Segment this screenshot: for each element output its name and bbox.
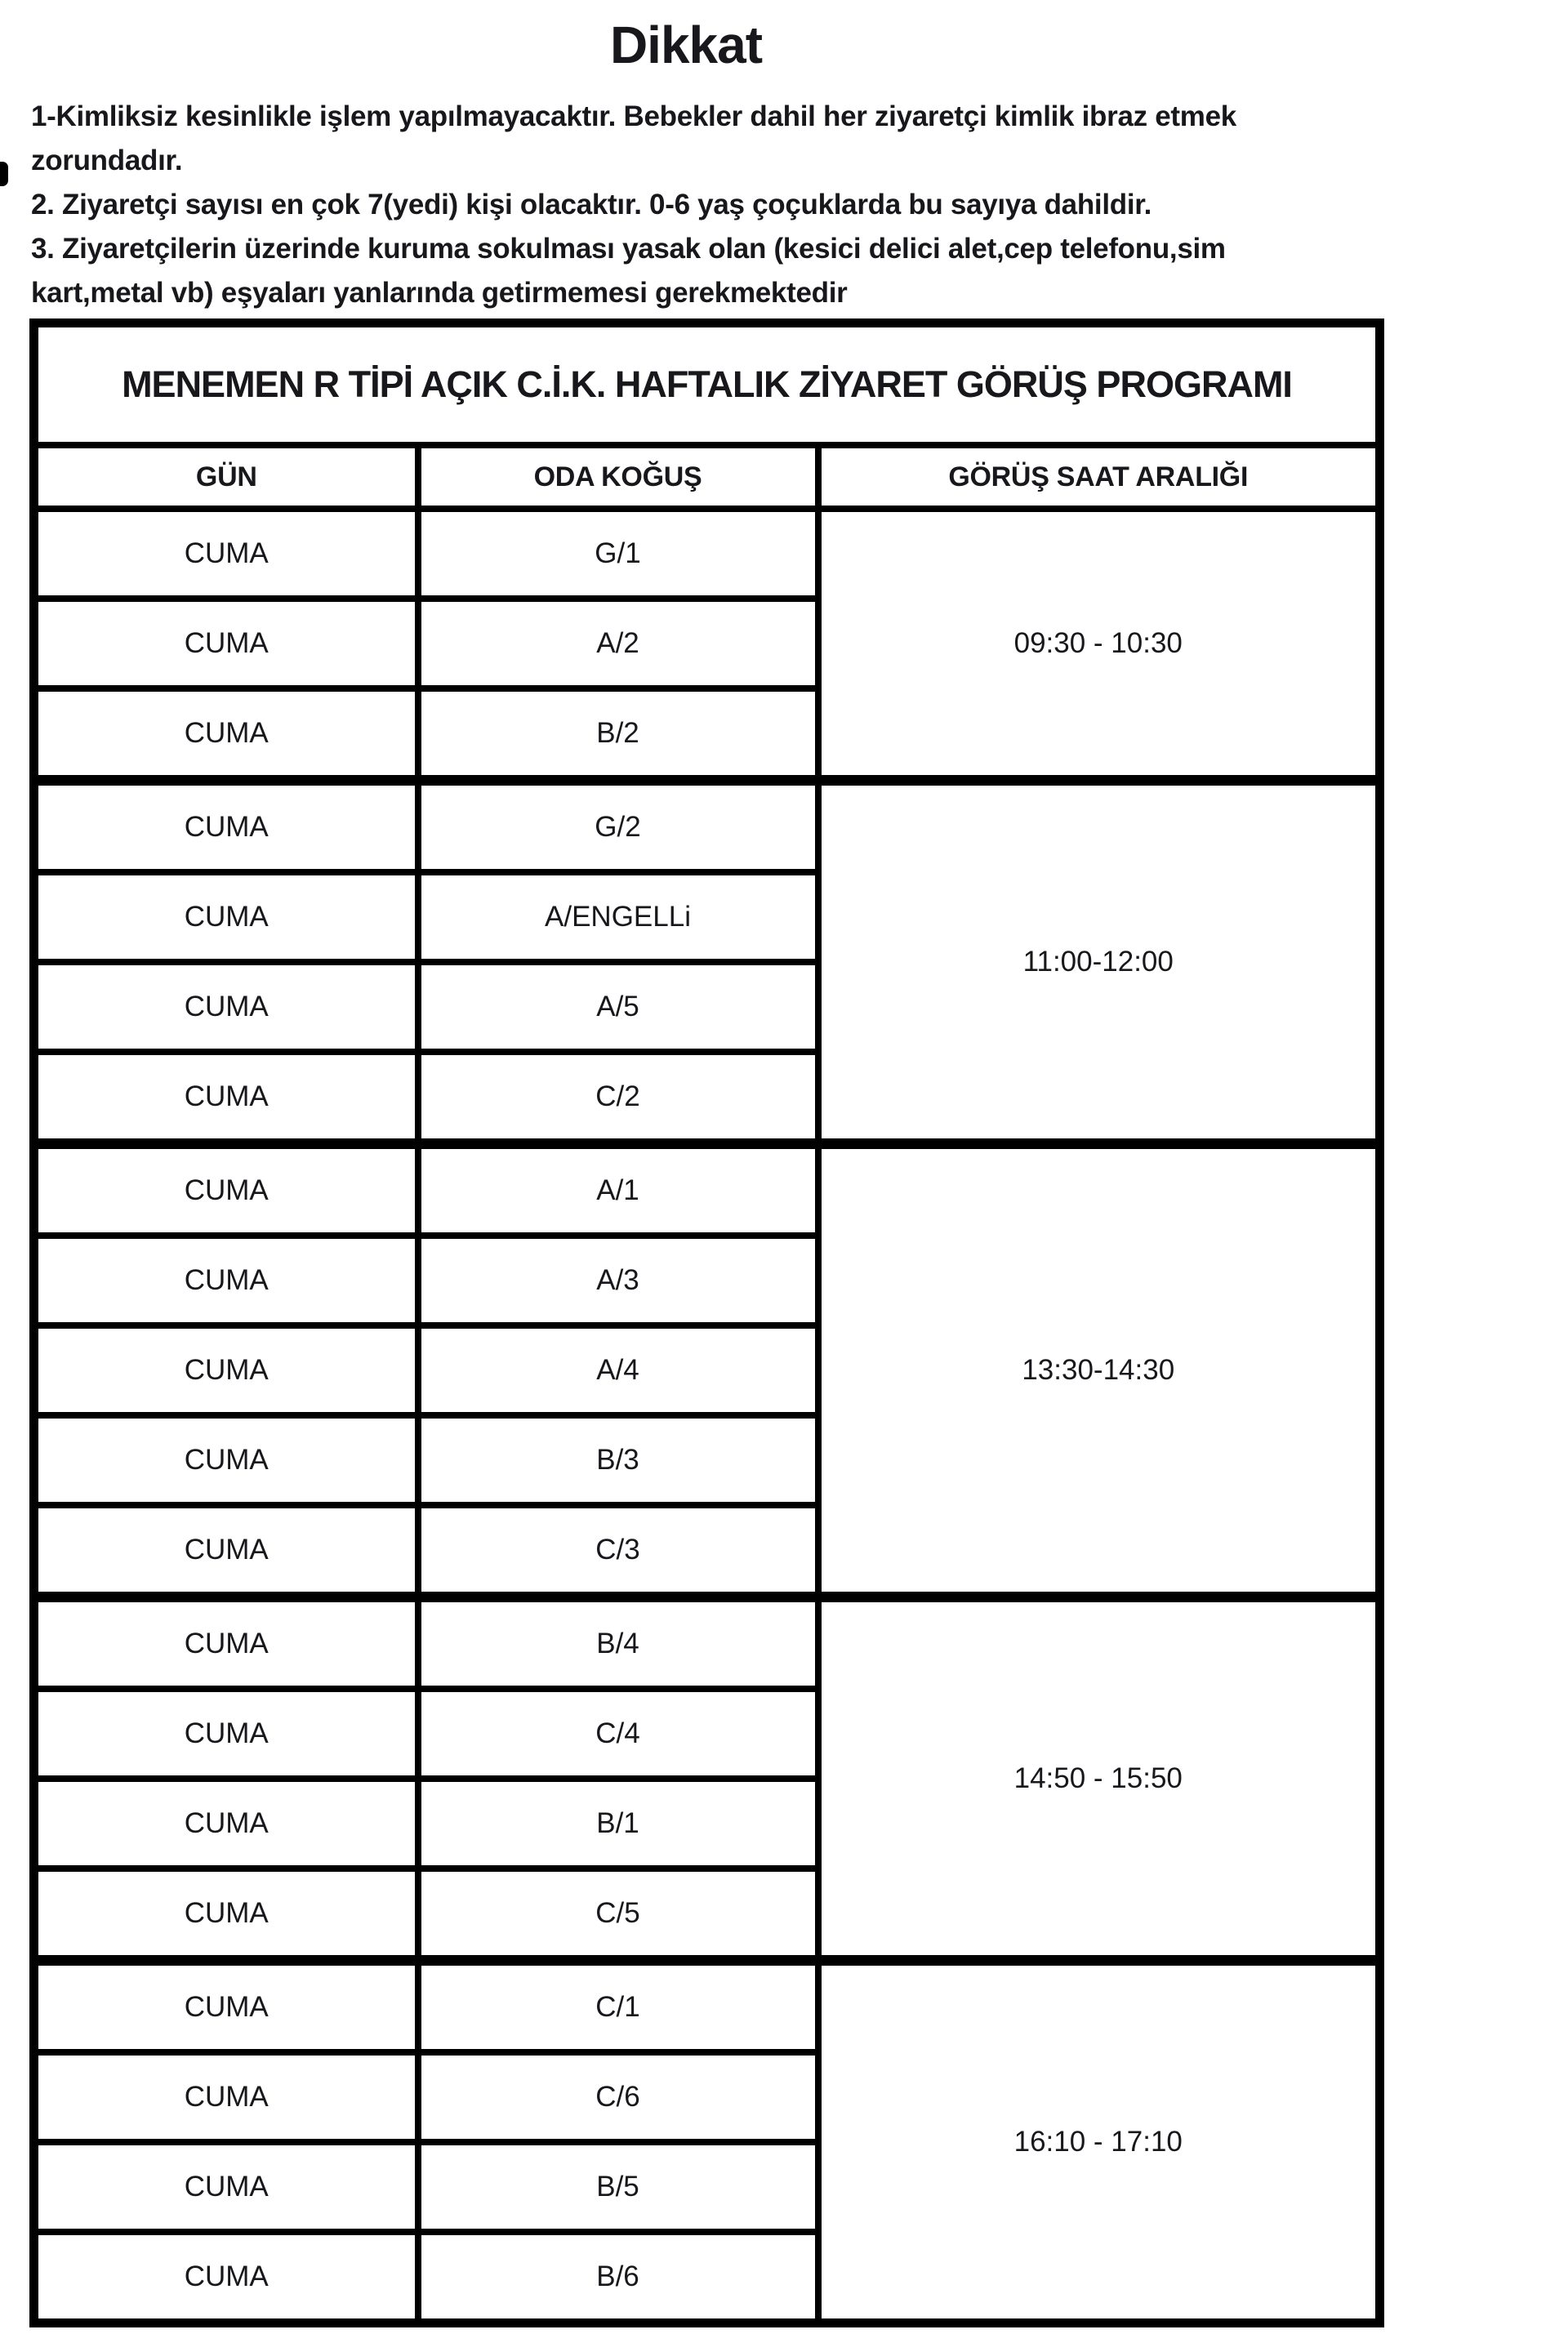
day-cell: CUMA bbox=[34, 2142, 418, 2232]
visit-schedule-table bbox=[29, 318, 1384, 2327]
table-row bbox=[34, 1597, 1380, 1690]
room-cell: A/2 bbox=[418, 599, 818, 688]
notice-line-5: kart,metal vb) eşyaları yanlarında getirmemesi gerekmektedir bbox=[31, 277, 848, 309]
day-cell: CUMA bbox=[34, 1236, 418, 1325]
room-cell: B/3 bbox=[418, 1415, 818, 1505]
time-cell: 11:00-12:00 bbox=[818, 781, 1380, 1144]
day-cell: CUMA bbox=[34, 781, 418, 873]
time-cell: 09:30 - 10:30 bbox=[818, 509, 1380, 781]
notice-line-1: 1-Kimliksiz kesinlikle işlem yapılmayacaktır. Bebekler dahil her ziyaretçi kimlik ibraz etmek bbox=[31, 100, 1236, 132]
day-cell: CUMA bbox=[34, 1779, 418, 1869]
room-cell: B/2 bbox=[418, 688, 818, 781]
scan-artifact-mark bbox=[0, 162, 8, 186]
table-row bbox=[34, 781, 1380, 873]
column-header-day: GÜN bbox=[34, 445, 418, 509]
notice-block bbox=[31, 95, 1387, 315]
page-title: Dikkat bbox=[609, 16, 763, 74]
table-title-row bbox=[34, 323, 1380, 446]
room-cell: C/1 bbox=[418, 1961, 818, 2053]
table-row bbox=[34, 509, 1380, 599]
day-cell: CUMA bbox=[34, 1961, 418, 2053]
time-cell: 14:50 - 15:50 bbox=[818, 1597, 1380, 1961]
room-cell: C/3 bbox=[418, 1505, 818, 1597]
day-cell: CUMA bbox=[34, 1052, 418, 1144]
room-cell: B/1 bbox=[418, 1779, 818, 1869]
day-cell: CUMA bbox=[34, 2052, 418, 2142]
room-cell: C/2 bbox=[418, 1052, 818, 1144]
room-cell: A/ENGELLi bbox=[418, 872, 818, 962]
table-row bbox=[34, 1144, 1380, 1236]
day-cell: CUMA bbox=[34, 872, 418, 962]
room-cell: A/4 bbox=[418, 1325, 818, 1415]
day-cell: CUMA bbox=[34, 1144, 418, 1236]
table-row bbox=[34, 1961, 1380, 2053]
table-header-row bbox=[34, 445, 1380, 509]
room-cell: A/1 bbox=[418, 1144, 818, 1236]
day-cell: CUMA bbox=[34, 1597, 418, 1690]
day-cell: CUMA bbox=[34, 1415, 418, 1505]
column-header-room: ODA KOĞUŞ bbox=[418, 445, 818, 509]
day-cell: CUMA bbox=[34, 509, 418, 599]
day-cell: CUMA bbox=[34, 599, 418, 688]
day-cell: CUMA bbox=[34, 962, 418, 1052]
room-cell: B/5 bbox=[418, 2142, 818, 2232]
notice-line-2: zorundadır. bbox=[31, 145, 183, 176]
room-cell: A/5 bbox=[418, 962, 818, 1052]
day-cell: CUMA bbox=[34, 1505, 418, 1597]
day-cell: CUMA bbox=[34, 1689, 418, 1779]
day-cell: CUMA bbox=[34, 688, 418, 781]
room-cell: B/6 bbox=[418, 2232, 818, 2323]
day-cell: CUMA bbox=[34, 1325, 418, 1415]
room-cell: B/4 bbox=[418, 1597, 818, 1690]
room-cell: G/1 bbox=[418, 509, 818, 599]
day-cell: CUMA bbox=[34, 2232, 418, 2323]
room-cell: C/4 bbox=[418, 1689, 818, 1779]
column-header-time: GÖRÜŞ SAAT ARALIĞI bbox=[818, 445, 1380, 509]
room-cell: G/2 bbox=[418, 781, 818, 873]
room-cell: C/5 bbox=[418, 1869, 818, 1961]
room-cell: C/6 bbox=[418, 2052, 818, 2142]
room-cell: A/3 bbox=[418, 1236, 818, 1325]
table-title: MENEMEN R TİPİ AÇIK C.İ.K. HAFTALIK ZİYARET GÖRÜŞ PROGRAMI bbox=[34, 323, 1380, 446]
time-cell: 16:10 - 17:10 bbox=[818, 1961, 1380, 2323]
notice-line-4: 3. Ziyaretçilerin üzerinde kuruma sokulması yasak olan (kesici delici alet,cep telefonu,sim bbox=[31, 233, 1226, 265]
notice-line-3: 2. Ziyaretçi sayısı en çok 7(yedi) kişi olacaktır. 0-6 yaş çoçuklarda bu sayıya dahildir. bbox=[31, 189, 1152, 220]
time-cell: 13:30-14:30 bbox=[818, 1144, 1380, 1597]
day-cell: CUMA bbox=[34, 1869, 418, 1961]
